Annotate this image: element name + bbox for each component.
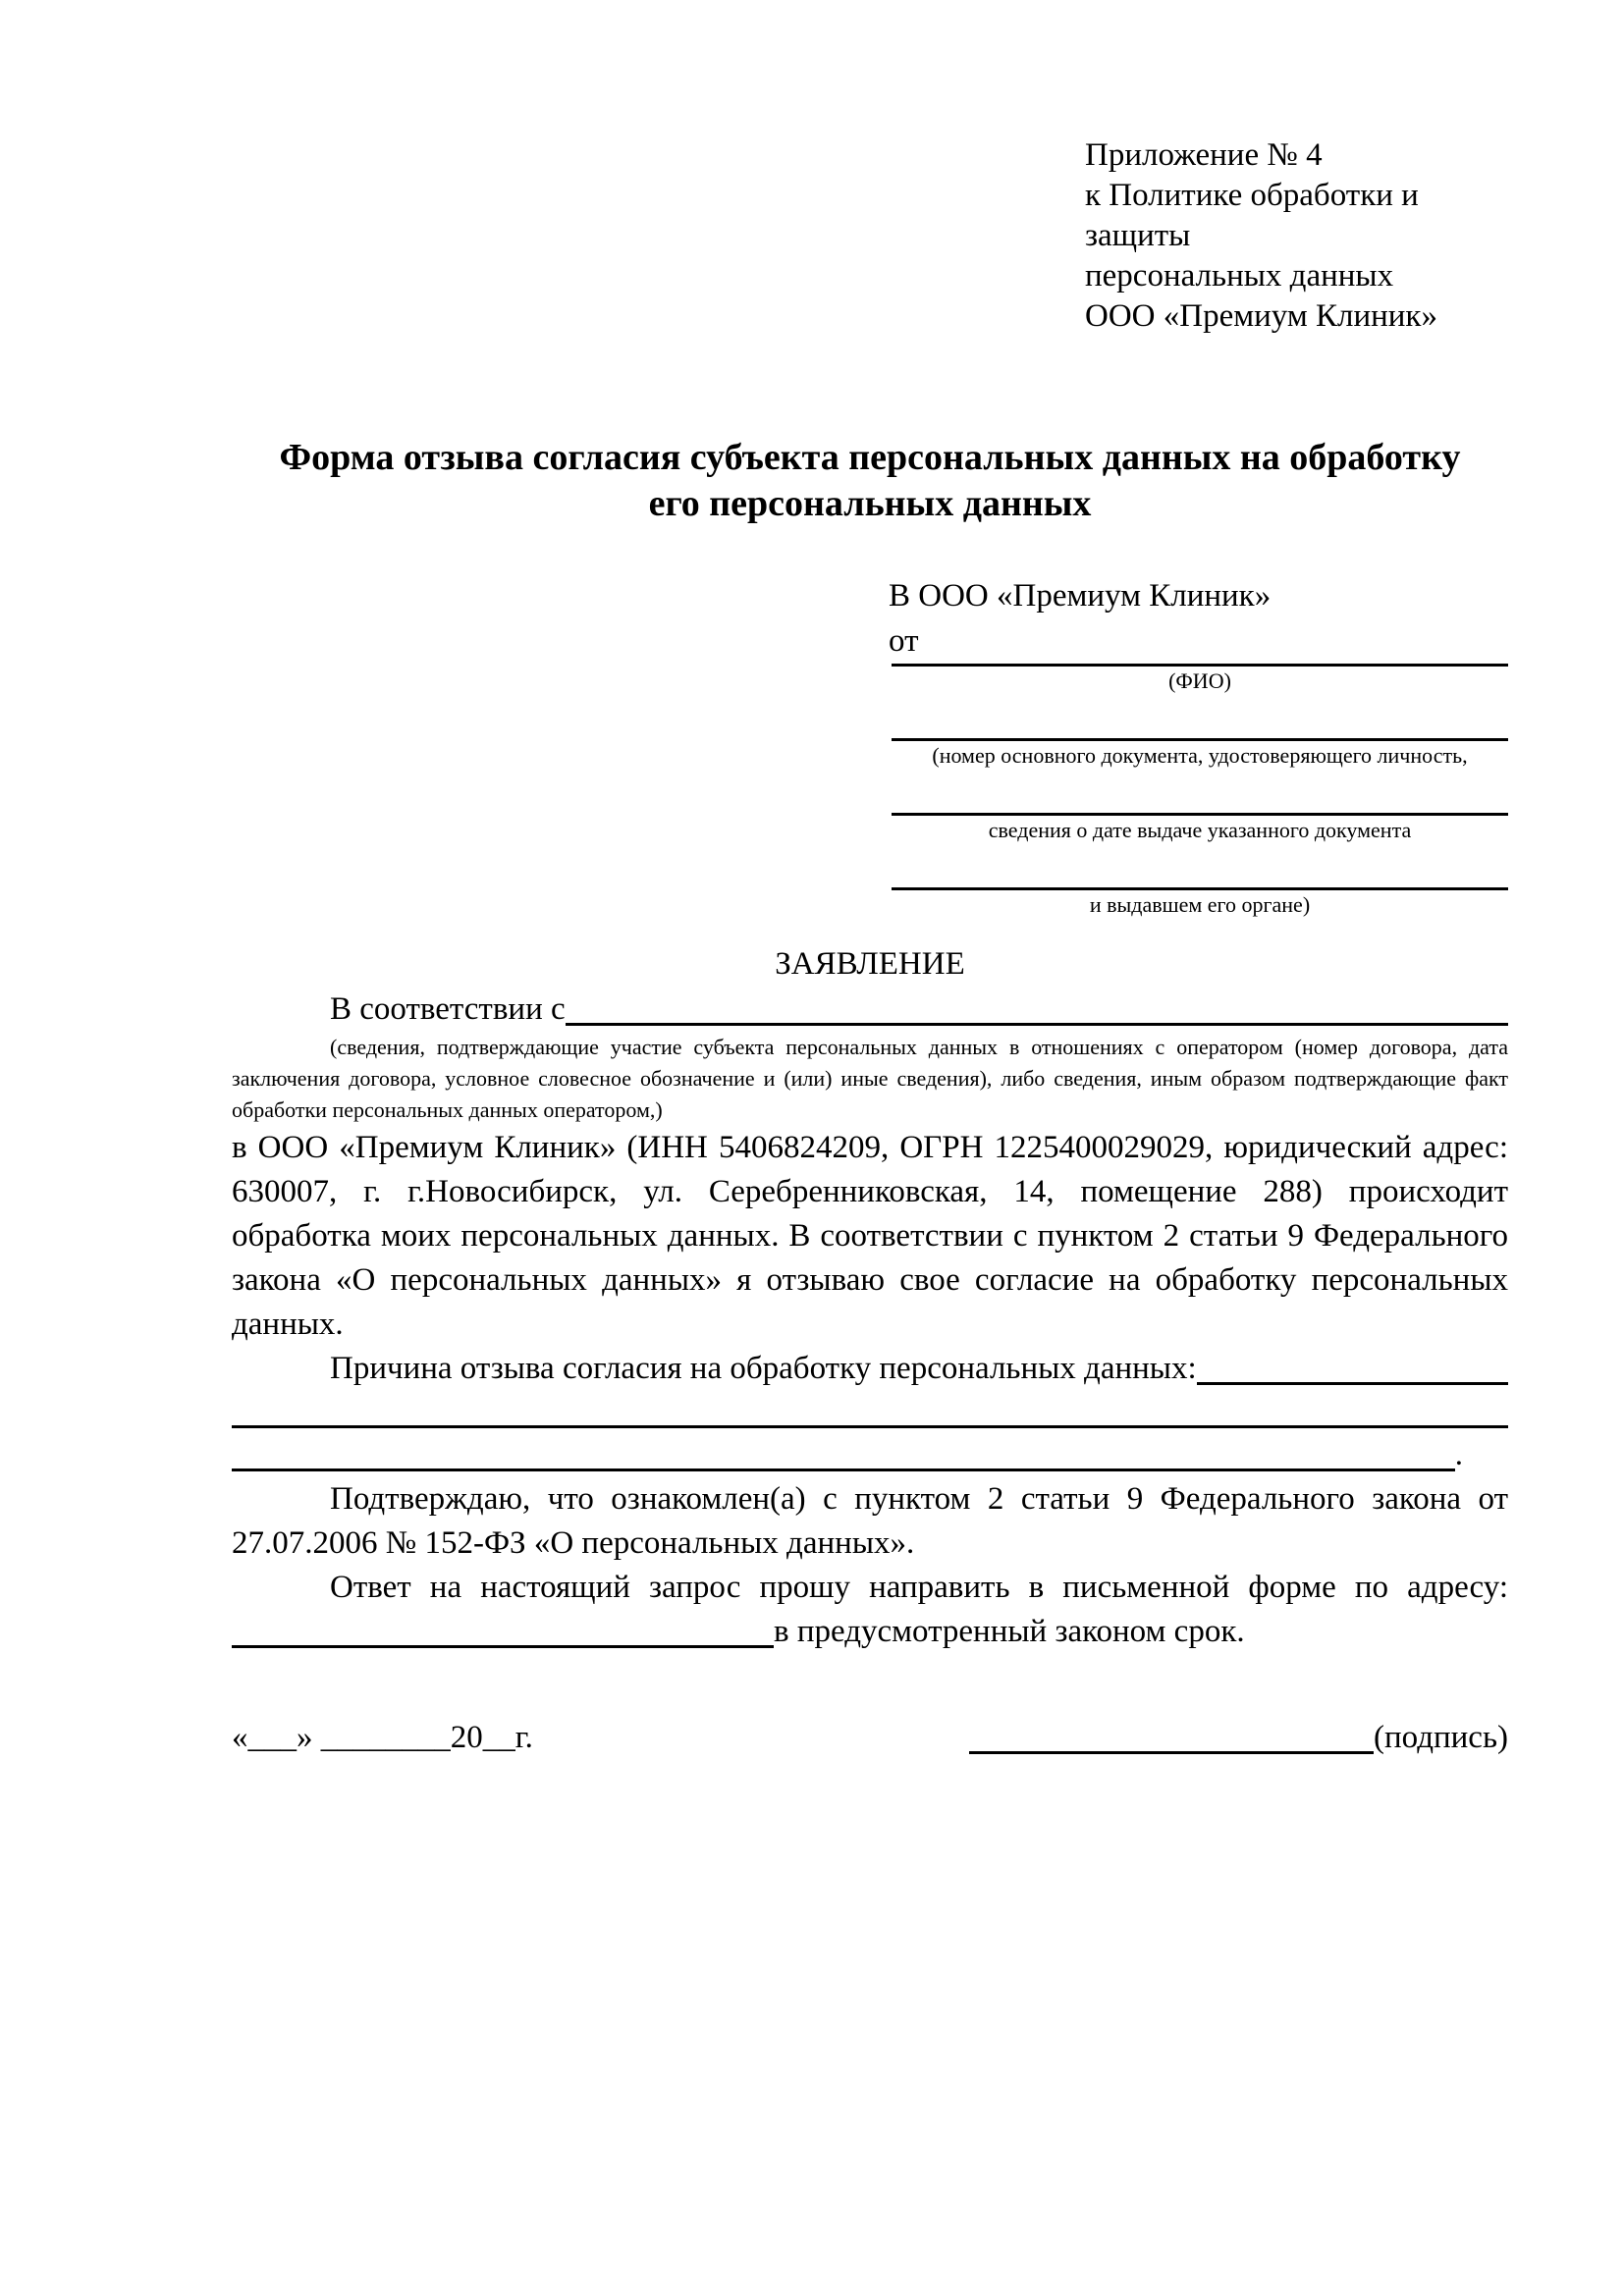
appendix-line: к Политике обработки и защиты xyxy=(1085,178,1419,253)
appendix-note xyxy=(1085,135,1508,337)
document-number-caption: (номер основного документа, удостоверяющего личность, xyxy=(932,743,1468,768)
statement-heading: ЗАЯВЛЕНИЕ xyxy=(775,946,965,982)
accordance-blank-line xyxy=(566,1023,1508,1026)
applicant-fields xyxy=(892,664,1508,918)
addressee-block xyxy=(889,573,1508,664)
date-blank: «___» ________20__г. xyxy=(232,1720,533,1755)
accordance-footnote: (сведения, подтверждающие участие субъекта персональных данных в отношениях с оператором (номер договора, дата заключения договора, условное словесное обозначение и (или) иные сведения), либо сведения, иным образом подтверждающие факт обработки персональных данных оператором,) xyxy=(232,1035,1508,1122)
response-lead: Ответ на настоящий запрос прошу направить в письменной форме по адресу: xyxy=(330,1570,1508,1605)
field-issue-date xyxy=(892,813,1508,843)
addressee-organization: В ООО «Премиум Клиник» xyxy=(889,578,1272,614)
field-fio xyxy=(892,664,1508,694)
response-address-row xyxy=(232,1610,1508,1654)
appendix-line: Приложение № 4 xyxy=(1085,137,1323,173)
appendix-line: персональных данных xyxy=(1085,258,1394,294)
reason-blank-line-3 xyxy=(232,1468,1455,1471)
fio-caption: (ФИО) xyxy=(1168,668,1231,693)
reason-blank-row-1 xyxy=(232,1391,1508,1434)
signature-caption: (подпись) xyxy=(1374,1720,1508,1755)
document-title-line1: Форма отзыва согласия субъекта персональных данных на обработку xyxy=(279,437,1461,478)
accordance-lead: В соответствии с xyxy=(330,991,566,1027)
issue-date-caption: сведения о дате выдаче указанного документа xyxy=(988,818,1412,842)
response-tail: в предусмотренный законом срок. xyxy=(774,1614,1245,1649)
document-title-line2: его персональных данных xyxy=(648,483,1092,524)
reason-row xyxy=(232,1347,1508,1391)
addressee-from-label: от xyxy=(889,623,919,659)
field-issuing-authority xyxy=(892,887,1508,918)
reason-blank-line-2 xyxy=(232,1425,1508,1428)
confirmation-paragraph: Подтверждаю, что ознакомлен(а) с пунктом 2 статьи 9 Федерального закона от 27.07.2006 № 152-ФЗ «О персональных данных». xyxy=(232,1481,1508,1561)
response-address-blank-line xyxy=(232,1645,774,1648)
reason-blank-row-2 xyxy=(232,1434,1508,1477)
accordance-row xyxy=(232,987,1508,1032)
issuing-authority-caption: и выдавшем его органе) xyxy=(1089,892,1311,917)
appendix-line: ООО «Премиум Клиник» xyxy=(1085,298,1437,334)
document-title xyxy=(232,435,1508,527)
statement-body-paragraph: в ООО «Премиум Клиник» (ИНН 5406824209, ОГРН 1225400029029, юридический адрес: 630007, г. г.Новосибирск, ул. Серебренниковская, 14, помещение 288) происходит обработка моих персональных данных. В соответствии с пунктом 2 статьи 9 Федерального закона «О персональных данных» я отзываю свое согласие на обработку персональных данных. xyxy=(232,1130,1508,1342)
field-document-number xyxy=(892,738,1508,769)
reason-period: . xyxy=(1454,1437,1463,1472)
signature-group xyxy=(969,1715,1508,1760)
signature-blank-line xyxy=(969,1751,1374,1754)
reason-blank-line xyxy=(1197,1382,1508,1385)
reason-lead: Причина отзыва согласия на обработку персональных данных: xyxy=(330,1351,1197,1386)
date-signature-row xyxy=(232,1715,1508,1760)
